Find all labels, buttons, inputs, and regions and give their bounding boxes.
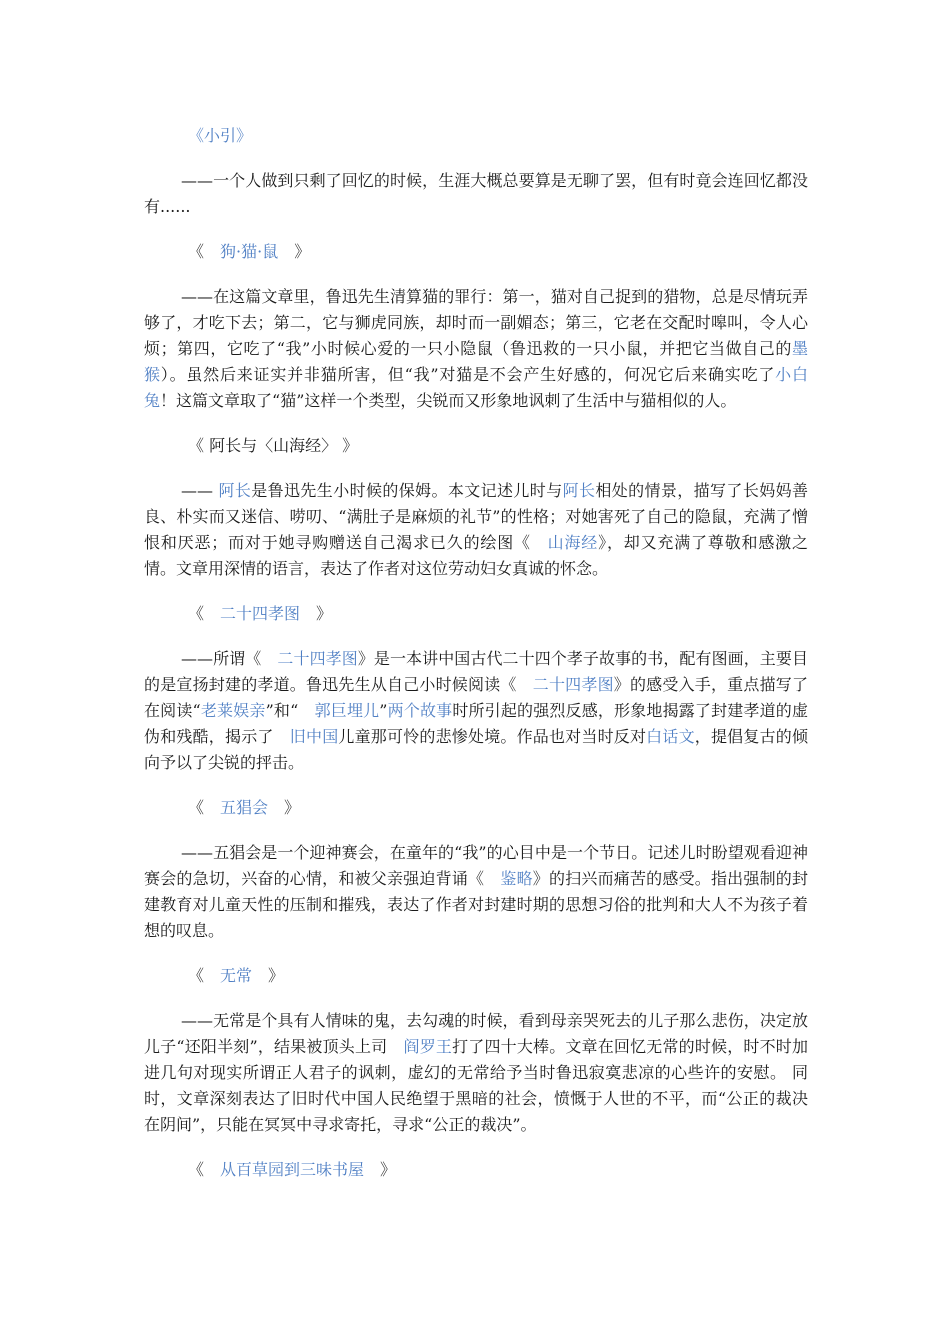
paragraph-text: ——无常是个具有人情味的鬼，去勾魂的时候，看到母亲哭死去的儿子那么悲伤，决定放儿子“还阳半刻”，结果被顶头上司 — [144, 1011, 808, 1056]
section-gou-mao-shu — [144, 240, 808, 414]
paragraph-text: 》的扫兴而痛苦的感受。指出强制的封建教育对儿童天性的压制和摧残，表达了作者对封建时期的思想习俗的批判和大人不为孩子着想的叹息。 — [144, 869, 808, 940]
section-paragraph — [144, 646, 808, 776]
section-heading — [144, 964, 808, 988]
section-paragraph — [144, 1008, 808, 1138]
paragraph-text: ——在这篇文章里，鲁迅先生清算猫的罪行：第一，猫对自己捉到的猎物，总是尽情玩弄够了，才吃下去；第二，它与狮虎同族，却时而一副媚态；第三，它老在交配时嗥叫，令人心烦；第四，它吃了“我”小时候心爱的一只小隐鼠（鲁迅救的一只小鼠，并把它当做自己的 — [144, 287, 808, 358]
section-xiaoyin — [144, 124, 808, 220]
inline-link-guojumaier[interactable]: 郭巨埋儿 — [314, 701, 380, 720]
section-paragraph — [144, 840, 808, 944]
paragraph-text: 》，却又充满了尊敬和感激之情。文章用深情的语言，表达了作者对这位劳动妇女真诚的怀念。 — [144, 533, 808, 578]
heading-bracket: 》 — [268, 798, 301, 817]
paragraph-text: ”和“ — [265, 701, 315, 720]
inline-link-achang[interactable]: 阿长 — [218, 481, 252, 500]
section-wuchang — [144, 964, 808, 1138]
paragraph-text: 相处的情景，描写了长妈妈善良、朴实而又迷信、唠叨、“满肚子是麻烦的礼节”的性格；对她害死了自己的隐鼠，充满了憎恨和厌恶；而对于她寻购赠送自己渴求已久的绘图《 — [144, 481, 808, 552]
paragraph-text: ——五猖会是一个迎神赛会，在童年的“我”的心目中是一个节日。记述儿时盼望观看迎神赛会的急切，兴奋的心情，和被父亲强迫背诵《 — [144, 843, 808, 888]
heading-link[interactable]: 狗·猫·鼠 — [220, 242, 279, 261]
inline-link-baihuawen[interactable]: 白话文 — [646, 727, 695, 746]
inline-link-xiaobaitu[interactable]: 小白兔 — [144, 365, 808, 410]
heading-link[interactable]: 无常 — [220, 966, 253, 985]
section-achang — [144, 434, 808, 582]
section-heading — [144, 1158, 808, 1182]
inline-link-achang[interactable]: 阿长 — [562, 481, 596, 500]
inline-link-ershisixiaotu[interactable]: 二十四孝图 — [277, 649, 358, 668]
section-heading — [144, 796, 808, 820]
heading-link[interactable]: 《小引》 — [188, 126, 253, 145]
section-wuchanghui — [144, 796, 808, 944]
paragraph-text: 时所引起的强烈反感，形象地揭露了封建孝道的虚伪和残酷，揭示了 — [144, 701, 808, 746]
heading-bracket: 《 — [188, 604, 221, 623]
inline-link-shanhaijing[interactable]: 山海经 — [547, 533, 599, 552]
paragraph-text: 》的感受入手，重点描写了在阅读“ — [144, 675, 808, 720]
paragraph-text: 儿童那可怜的悲惨处境。作品也对当时反对 — [338, 727, 647, 746]
heading-bracket: 》 — [300, 604, 333, 623]
heading-bracket: 《 — [188, 798, 221, 817]
inline-link-ershisixiaotu[interactable]: 二十四孝图 — [532, 675, 614, 694]
inline-link-laolaiyuqin[interactable]: 老莱娱亲 — [200, 701, 266, 720]
inline-link-jiuzhongguo[interactable]: 旧中国 — [289, 727, 339, 746]
paragraph-text: ” — [379, 701, 388, 720]
heading-bracket: 《 — [188, 1160, 221, 1179]
paragraph-text: ！这篇文章取了“猫”这样一个类型，尖锐而又形象地讽刺了生活中与猫相似的人。 — [160, 391, 737, 410]
section-heading — [144, 124, 808, 148]
section-paragraph — [144, 168, 808, 220]
document-page — [144, 124, 808, 1202]
paragraph-text: —— — [181, 481, 219, 500]
heading-link[interactable]: 从百草园到三味书屋 — [220, 1160, 365, 1179]
section-paragraph — [144, 284, 808, 414]
section-baicaoyuan — [144, 1158, 808, 1182]
inline-link-jianlue[interactable]: 鉴略 — [500, 869, 533, 888]
heading-bracket: 《 — [188, 966, 221, 985]
section-ershisi-xiaotu — [144, 602, 808, 776]
heading-bracket: 》 — [278, 242, 311, 261]
heading-link[interactable]: 五猖会 — [220, 798, 269, 817]
section-heading — [144, 434, 808, 458]
section-heading — [144, 240, 808, 264]
inline-link-lianggegushi[interactable]: 两个故事 — [387, 701, 453, 720]
inline-link-yanluowang[interactable]: 阎罗王 — [403, 1037, 453, 1056]
section-heading — [144, 602, 808, 626]
paragraph-text: 是鲁迅先生小时候的保姆。本文记述儿时与 — [251, 481, 563, 500]
section-paragraph — [144, 478, 808, 582]
heading-link[interactable]: 二十四孝图 — [220, 604, 301, 623]
heading-text: 《 阿长与〈山海经〉 》 — [188, 436, 359, 455]
paragraph-text: 》是一本讲中国古代二十四个孝子故事的书，配有图画，主要目的是宣扬封建的孝道。鲁迅先生从自己小时候阅读《 — [144, 649, 808, 694]
heading-bracket: 》 — [364, 1160, 397, 1179]
paragraph-text: ——一个人做到只剩了回忆的时候，生涯大概总要算是无聊了罢，但有时竟会连回忆都没有...... — [144, 171, 808, 216]
paragraph-text: ）。虽然后来证实并非猫所害，但“我”对猫是不会产生好感的，何况它后来确实吃了 — [160, 365, 776, 384]
heading-bracket: 》 — [252, 966, 285, 985]
paragraph-text: ，提倡复古的倾向予以了尖锐的抨击。 — [144, 727, 808, 772]
paragraph-text: ——所谓《 — [181, 649, 278, 668]
heading-bracket: 《 — [188, 242, 221, 261]
paragraph-text: 打了四十大棒。文章在回忆无常的时候，时不时加进几句对现实所谓正人君子的讽刺，虚幻的无常给予当时鲁迅寂寞悲凉的心些许的安慰。 同时，文章深刻表达了旧时代中国人民绝望于黑暗的社会，愤慨于人世的不平，而“公正的裁决在阴间”，只能在冥冥中寻求寄托，寻求“公正的裁决”。 — [144, 1037, 808, 1134]
inline-link-mohou[interactable]: 墨猴 — [144, 339, 808, 384]
